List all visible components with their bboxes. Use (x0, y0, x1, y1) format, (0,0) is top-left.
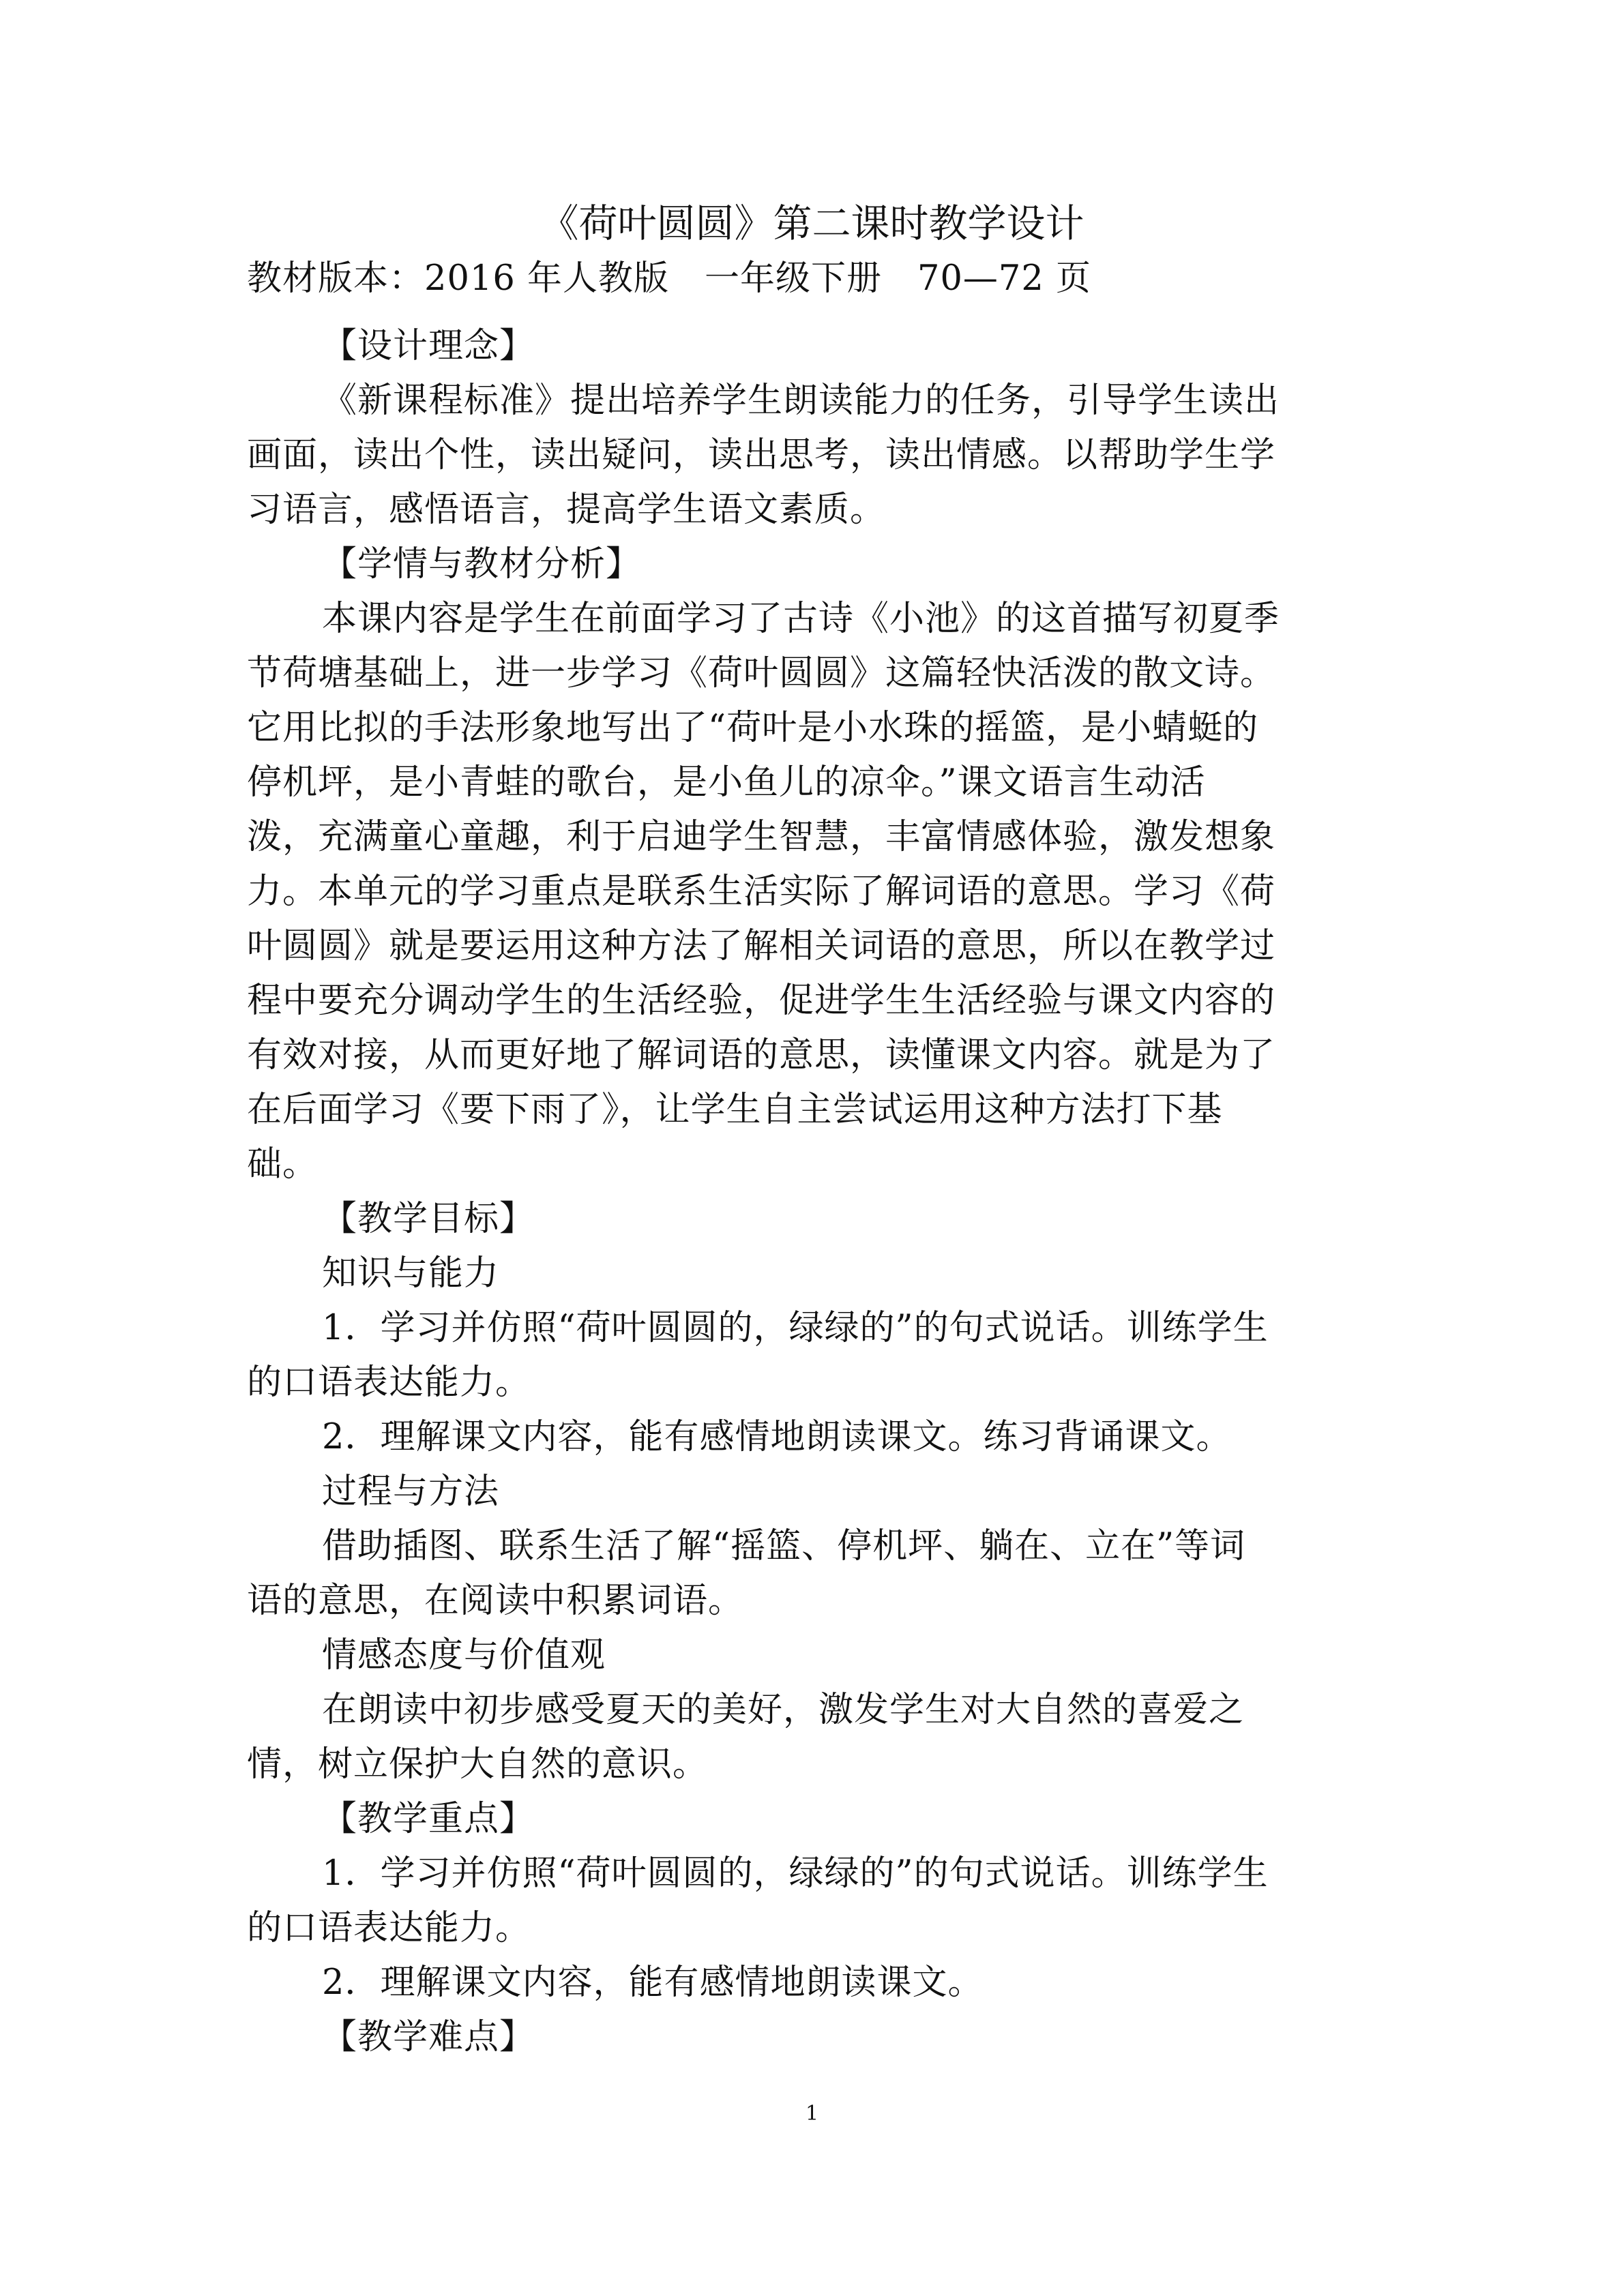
paragraph-line: 有效对接，从而更好地了解词语的意思，读懂课文内容。就是为了 (247, 1035, 1276, 1075)
list-item: 1．学习并仿照“荷叶圆圆的，绿绿的”的句式说话。训练学生 (322, 1853, 1269, 1894)
paragraph-line: 的口语表达能力。 (247, 1362, 531, 1403)
edition-line: 教材版本：2016 年人教版 一年级下册 70—72 页 (247, 258, 1092, 299)
section-heading-design-concept: 【设计理念】 (322, 326, 535, 366)
paragraph-line: 停机坪，是小青蛙的歌台，是小鱼儿的凉伞。”课文语言生动活 (247, 762, 1206, 803)
paragraph-line: 力。本单元的学习重点是联系生活实际了解词语的意思。学习《荷 (247, 871, 1276, 912)
paragraph-line: 在朗读中初步感受夏天的美好，激发学生对大自然的喜爱之 (322, 1690, 1245, 1730)
paragraph-line: 它用比拟的手法形象地写出了“荷叶是小水珠的摇篮，是小蜻蜓的 (247, 708, 1259, 748)
document-title: 《荷叶圆圆》第二课时教学设计 (540, 201, 1084, 246)
paragraph-line: 叶圆圆》就是要运用这种方法了解相关词语的意思，所以在教学过 (247, 926, 1276, 966)
section-heading-objectives: 【教学目标】 (322, 1199, 535, 1239)
paragraph-line: 节荷塘基础上，进一步学习《荷叶圆圆》这篇轻快活泼的散文诗。 (247, 653, 1276, 694)
subheading-knowledge: 知识与能力 (322, 1253, 500, 1294)
subheading-attitude: 情感态度与价值观 (322, 1635, 606, 1675)
paragraph-line: 借助插图、联系生活了解“摇篮、停机坪、躺在、立在”等词 (322, 1526, 1246, 1566)
section-heading-analysis: 【学情与教材分析】 (322, 544, 642, 584)
paragraph-line: 语的意思，在阅读中积累词语。 (247, 1581, 744, 1621)
list-item: 2．理解课文内容，能有感情地朗读课文。练习背诵课文。 (322, 1417, 1232, 1457)
list-item: 1．学习并仿照“荷叶圆圆的，绿绿的”的句式说话。训练学生 (322, 1308, 1269, 1348)
page-number: 1 (805, 2102, 819, 2126)
paragraph-line: 的口语表达能力。 (247, 1908, 531, 1948)
paragraph-line: 泼，充满童心童趣，利于启迪学生智慧，丰富情感体验，激发想象 (247, 817, 1276, 857)
paragraph-line: 《新课程标准》提出培养学生朗读能力的任务，引导学生读出 (322, 381, 1280, 421)
paragraph-line: 画面，读出个性，读出疑问，读出思考，读出情感。以帮助学生学 (247, 435, 1276, 475)
paragraph-line: 本课内容是学生在前面学习了古诗《小池》的这首描写初夏季 (322, 599, 1280, 639)
paragraph-line: 在后面学习《要下雨了》，让学生自主尝试运用这种方法打下基 (247, 1090, 1223, 1130)
section-heading-key-points: 【教学重点】 (322, 1799, 535, 1839)
paragraph-line: 情，树立保护大自然的意识。 (247, 1744, 709, 1785)
subheading-process: 过程与方法 (322, 1472, 500, 1512)
paragraph-line: 习语言，感悟语言，提高学生语文素质。 (247, 490, 886, 530)
paragraph-line: 程中要充分调动学生的生活经验，促进学生生活经验与课文内容的 (247, 981, 1276, 1021)
paragraph-line: 础。 (247, 1144, 319, 1184)
section-heading-difficulties: 【教学难点】 (322, 2017, 535, 2057)
list-item: 2．理解课文内容，能有感情地朗读课文。 (322, 1963, 984, 2003)
